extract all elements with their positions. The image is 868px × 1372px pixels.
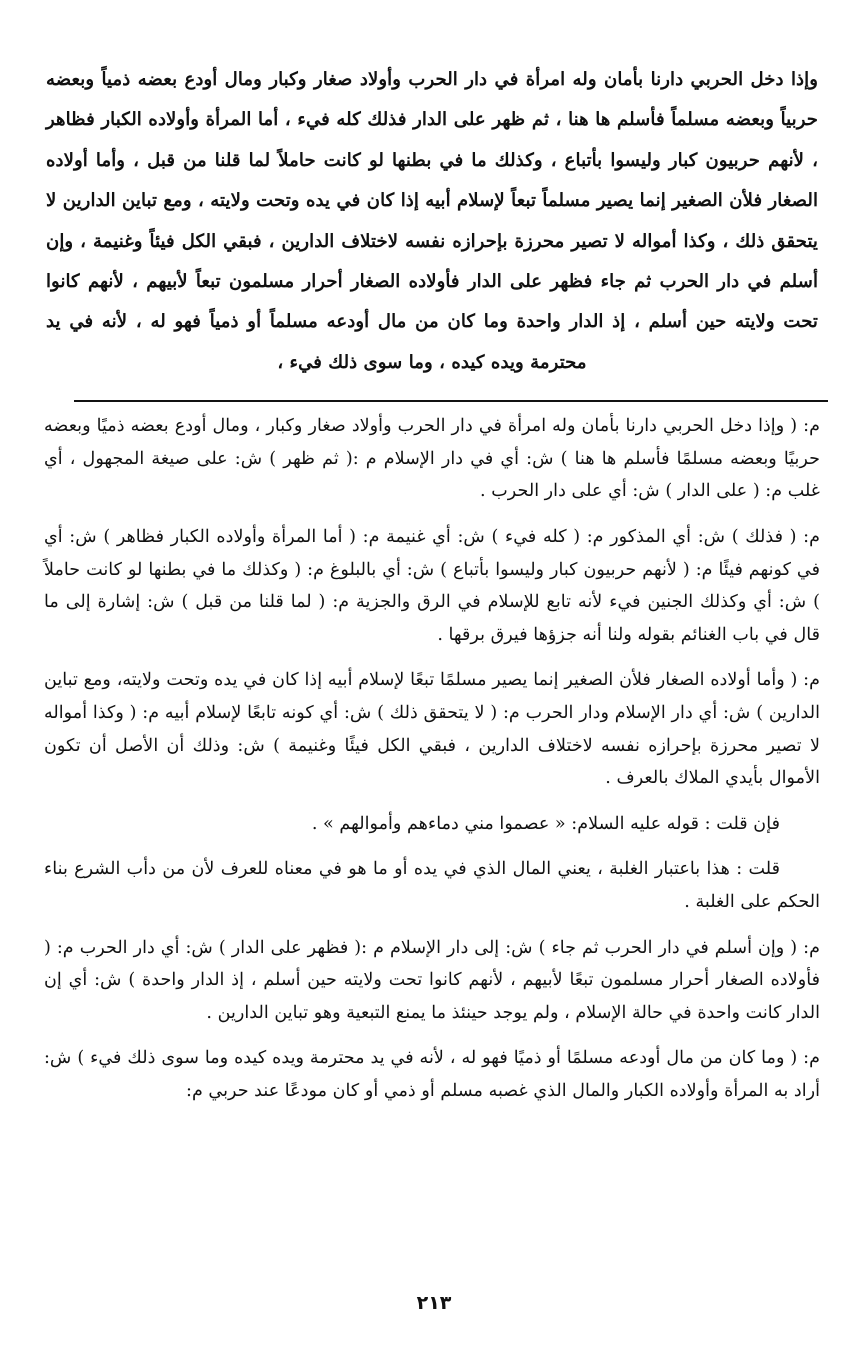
page-number: ٢١٣ xyxy=(416,1292,452,1314)
main-text: وإذا دخل الحربي دارنا بأمان وله امرأة في دار الحرب وأولاد صغار وكبار ومال أودع بعضه ذمياً وبعضه حربياً وبعضه مسلماً فأسلم ها هنا ، ثم ظهر على الدار فذلك كله فيء ، أما المرأة وأولاده الكبار فظاهر ، لأنهم حربيون كبار وليسوا بأتباع ، وكذلك ما في بطنها لو كانت حاملاً لما قلنا من قبل ، وأما أولاده الصغار فلأن الصغير إنما يصير مسلماً تبعاً لإسلام أبيه إذا كان في يده وتحت ولايته ، ومع تباين الدارين لا يتحقق ذلك ، وكذا أمواله لا تصير محرزة بإحرازه نفسه لاختلاف الدارين ، فبقي الكل فيئاً وغنيمة ، وإن أسلم في دار الحرب ثم جاء فظهر على الدار فأولاده الصغار أحرار مسلمون تبعاً لأبيهم ، لأنهم كانوا تحت ولايته حين أسلم ، إذ الدار واحدة وما كان من مال أودعه مسلماً أو ذمياً فهو له ، لأنه في يد محترمة ويده كيده ، وما سوى ذلك فيء ، xyxy=(46,69,818,373)
question-paragraph: فإن قلت : قوله عليه السلام: « عصموا مني دماءهم وأموالهم » . xyxy=(311,813,780,834)
commentary-paragraph: م: ( وما كان من مال أودعه مسلمًا أو ذميًا فهو له ، لأنه في يد محترمة ويده كيده وما سوى ذلك فيء ) ش: أراد به المرأة وأولاده الكبار والمال الذي غصبه مسلم أو ذمي أو كان مودعًا عند حربي م: xyxy=(44,1048,820,1101)
commentary-paragraph: م: ( وإذا دخل الحربي دارنا بأمان وله امرأة في دار الحرب وأولاد صغار وكبار ، ومال أودع بعضه ذميًا وبعضه حربيًا وبعضه مسلمًا فأسلم ها هنا ) ش: أي في دار الإسلام م :( ثم ظهر ) ش: على صيغة المجهول ، أي غلب م: ( على الدار ) ش: أي على دار الحرب . xyxy=(44,416,820,502)
answer-paragraph: قلت : هذا باعتبار الغلبة ، يعني المال الذي في يده أو ما هو في معناه للعرف لأن من دأب الشرع بناء الحكم على الغلبة . xyxy=(44,859,820,912)
separator-line xyxy=(74,400,828,402)
commentary-paragraph: م: ( وإن أسلم في دار الحرب ثم جاء ) ش: إلى دار الإسلام م :( فظهر على الدار ) ش: أي دار الحرب م: ( فأولاده الصغار أحرار مسلمون تبعًا لأبيهم ، لأنهم كانوا تحت ولايته حين أسلم ، إذ الدار واحدة ) ش: أي إن الدار كانت واحدة في حالة الإسلام ، ولم يوجد حينئذ ما يمنع التبعية وهو تباين الدارين . xyxy=(44,937,820,1023)
commentary-paragraph: م: ( وأما أولاده الصغار فلأن الصغير إنما يصير مسلمًا تبعًا لإسلام أبيه إذا كان في يده وتحت ولايته، ومع تباين الدارين ) ش: أي دار الإسلام ودار الحرب م: ( لا يتحقق ذلك ) ش: أي كونه تابعًا لإسلام أبيه م: ( وكذا أمواله لا تصير محرزة بإحرازه نفسه لاختلاف الدارين ، فبقي الكل فيئًا وغنيمة ) ش: وذلك أن الأصل أن تكون الأموال بأيدي الملاك بالعرف . xyxy=(44,670,820,789)
commentary-paragraph: م: ( فذلك ) ش: أي المذكور م: ( كله فيء ) ش: أي غنيمة م: ( أما المرأة وأولاده الكبار فظاهر ) ش: أي في كونهم فيئًا م: ( لأنهم حربيون كبار وليسوا بأتباع ) ش: أي بالبلوغ م: ( وكذلك ما في بطنها لو كانت حاملاً ) ش: أي وكذلك الجنين فيء لأنه تابع للإسلام في الرق والجزية م: ( لما قلنا من قبل ) ش: إشارة إلى ما قال في باب الغنائم بقوله ولنا أنه جزؤها فيرق برقها . xyxy=(44,527,820,645)
commentary-section xyxy=(44,410,820,1107)
